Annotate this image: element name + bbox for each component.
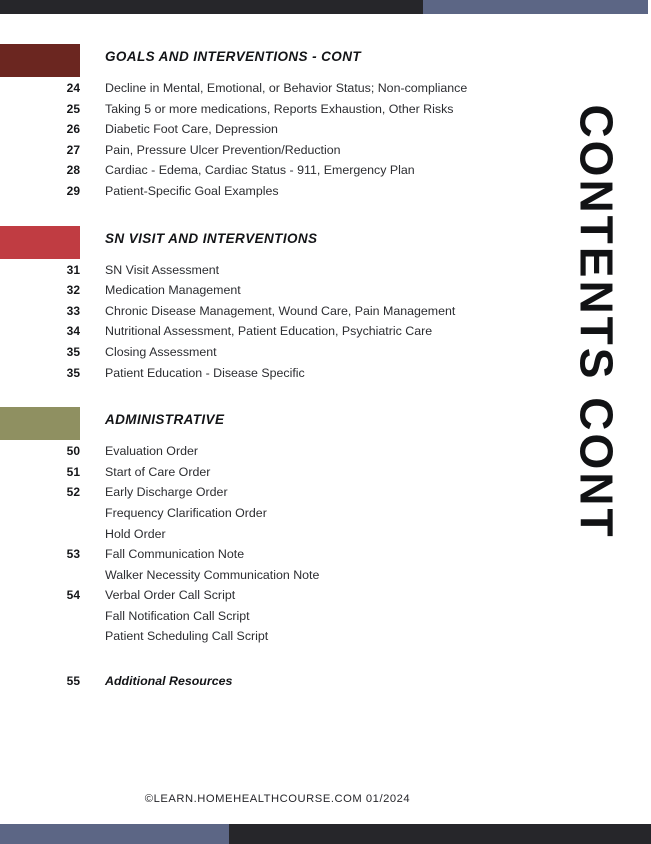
toc-entry-page-number: 51	[66, 464, 80, 479]
toc-entry[interactable]	[0, 524, 545, 545]
toc-entry-page-number: 28	[66, 163, 80, 178]
toc-entry[interactable]	[0, 462, 545, 483]
toc-entry-label: Chronic Disease Management, Wound Care, Pain Management	[105, 303, 456, 318]
toc-entry[interactable]	[0, 342, 545, 363]
toc-entry-label: Fall Communication Note	[105, 547, 245, 562]
toc-entry[interactable]	[0, 585, 545, 606]
toc-entry-page-number: 27	[66, 142, 80, 157]
toc-entry-label: Early Discharge Order	[105, 485, 228, 500]
toc-entry-page-number: 34	[66, 324, 80, 339]
toc-entry-page-number: 50	[66, 444, 80, 459]
bottom-bar-dark-segment	[229, 824, 651, 844]
toc-entry-page-number: 35	[66, 365, 80, 380]
section-spacer	[0, 383, 545, 403]
section-spacer	[0, 202, 545, 222]
vertical-side-title	[549, 44, 645, 644]
section-title: GOALS AND INTERVENTIONS - CONT	[105, 49, 362, 64]
bottom-bar-blue-segment	[0, 824, 229, 844]
toc-entry-label: Decline in Mental, Emotional, or Behavior Status; Non-compliance	[105, 81, 468, 95]
toc-entry-label: Patient Scheduling Call Script	[105, 629, 269, 644]
section-header	[0, 40, 545, 78]
toc-entry[interactable]	[0, 140, 545, 161]
toc-entry-label: Start of Care Order	[105, 464, 211, 479]
toc-entry-page-number: 24	[66, 81, 80, 95]
toc-entry-label: Fall Notification Call Script	[105, 608, 250, 623]
footer-copyright: ©LEARN.HOMEHEALTHCOURSE.COM 01/2024	[144, 793, 411, 805]
toc-entry[interactable]	[0, 119, 545, 140]
toc-entry-label: Medication Management	[105, 283, 241, 298]
toc-entry-page-number: 52	[66, 485, 80, 500]
toc-entry[interactable]	[0, 99, 545, 120]
section-goals-and-interventions-cont	[0, 40, 545, 202]
toc-entry-label: Taking 5 or more medications, Reports Exhaustion, Other Risks	[105, 101, 454, 116]
toc-entry-label: Hold Order	[105, 526, 166, 541]
page-footer	[0, 789, 651, 807]
toc-entry-additional-resources[interactable]	[0, 671, 545, 692]
section-title: ADMINISTRATIVE	[105, 412, 225, 428]
toc-entry[interactable]	[0, 321, 545, 342]
toc-entry-label: Walker Necessity Communication Note	[105, 567, 320, 582]
toc-entry-label: Cardiac - Edema, Cardiac Status - 911, Emergency Plan	[105, 163, 415, 178]
toc-entry[interactable]	[0, 441, 545, 462]
toc-entry-label: Frequency Clarification Order	[105, 505, 267, 520]
toc-entry[interactable]	[0, 503, 545, 524]
table-of-contents	[0, 40, 545, 692]
toc-entry[interactable]	[0, 260, 545, 281]
toc-entry-label: Additional Resources	[105, 674, 233, 689]
toc-entry-label: Evaluation Order	[105, 444, 198, 459]
toc-entry[interactable]	[0, 363, 545, 384]
toc-entry-label: Pain, Pressure Ulcer Prevention/Reduction	[105, 142, 341, 157]
toc-entry-label: Verbal Order Call Script	[105, 588, 236, 603]
section-color-swatch	[0, 226, 80, 259]
toc-entry-page-number: 54	[66, 588, 80, 603]
toc-entry-page-number: 35	[66, 344, 80, 359]
toc-entry-label: Patient Education - Disease Specific	[105, 365, 305, 380]
toc-entry[interactable]	[0, 606, 545, 627]
toc-entry[interactable]	[0, 160, 545, 181]
toc-entry[interactable]	[0, 544, 545, 565]
side-title-text: CONTENTS CONT	[571, 104, 624, 540]
section-spacer	[0, 647, 545, 671]
section-color-swatch	[0, 44, 80, 77]
toc-entry-page-number: 53	[66, 547, 80, 562]
toc-entry-label: Diabetic Foot Care, Depression	[105, 122, 278, 137]
toc-entry-page-number: 25	[66, 101, 80, 116]
toc-entry-label: Closing Assessment	[105, 344, 217, 359]
section-administrative	[0, 403, 545, 647]
section-color-swatch	[0, 407, 80, 440]
section-header	[0, 403, 545, 441]
top-bar-blue-segment	[423, 0, 648, 14]
toc-entry[interactable]	[0, 626, 545, 647]
section-title: SN VISIT AND INTERVENTIONS	[105, 230, 318, 246]
toc-entry-page-number: 33	[66, 303, 80, 318]
toc-entry-label: Patient-Specific Goal Examples	[105, 183, 279, 198]
toc-entry[interactable]	[0, 280, 545, 301]
toc-entry-label: SN Visit Assessment	[105, 262, 220, 277]
toc-entry-label: Nutritional Assessment, Patient Education, Psychiatric Care	[105, 324, 433, 339]
toc-entry-page-number: 26	[66, 122, 80, 137]
toc-entry[interactable]	[0, 565, 545, 586]
toc-entry[interactable]	[0, 78, 545, 99]
toc-entry-page-number: 55	[66, 674, 80, 689]
toc-entry[interactable]	[0, 482, 545, 503]
toc-entry-page-number: 31	[66, 262, 80, 277]
section-header	[0, 222, 545, 260]
section-sn-visit-and-interventions	[0, 222, 545, 384]
toc-entry[interactable]	[0, 181, 545, 202]
toc-entry-page-number: 29	[66, 183, 80, 198]
top-bar-dark-segment	[0, 0, 423, 14]
toc-entry-page-number: 32	[66, 283, 80, 298]
toc-entry[interactable]	[0, 301, 545, 322]
